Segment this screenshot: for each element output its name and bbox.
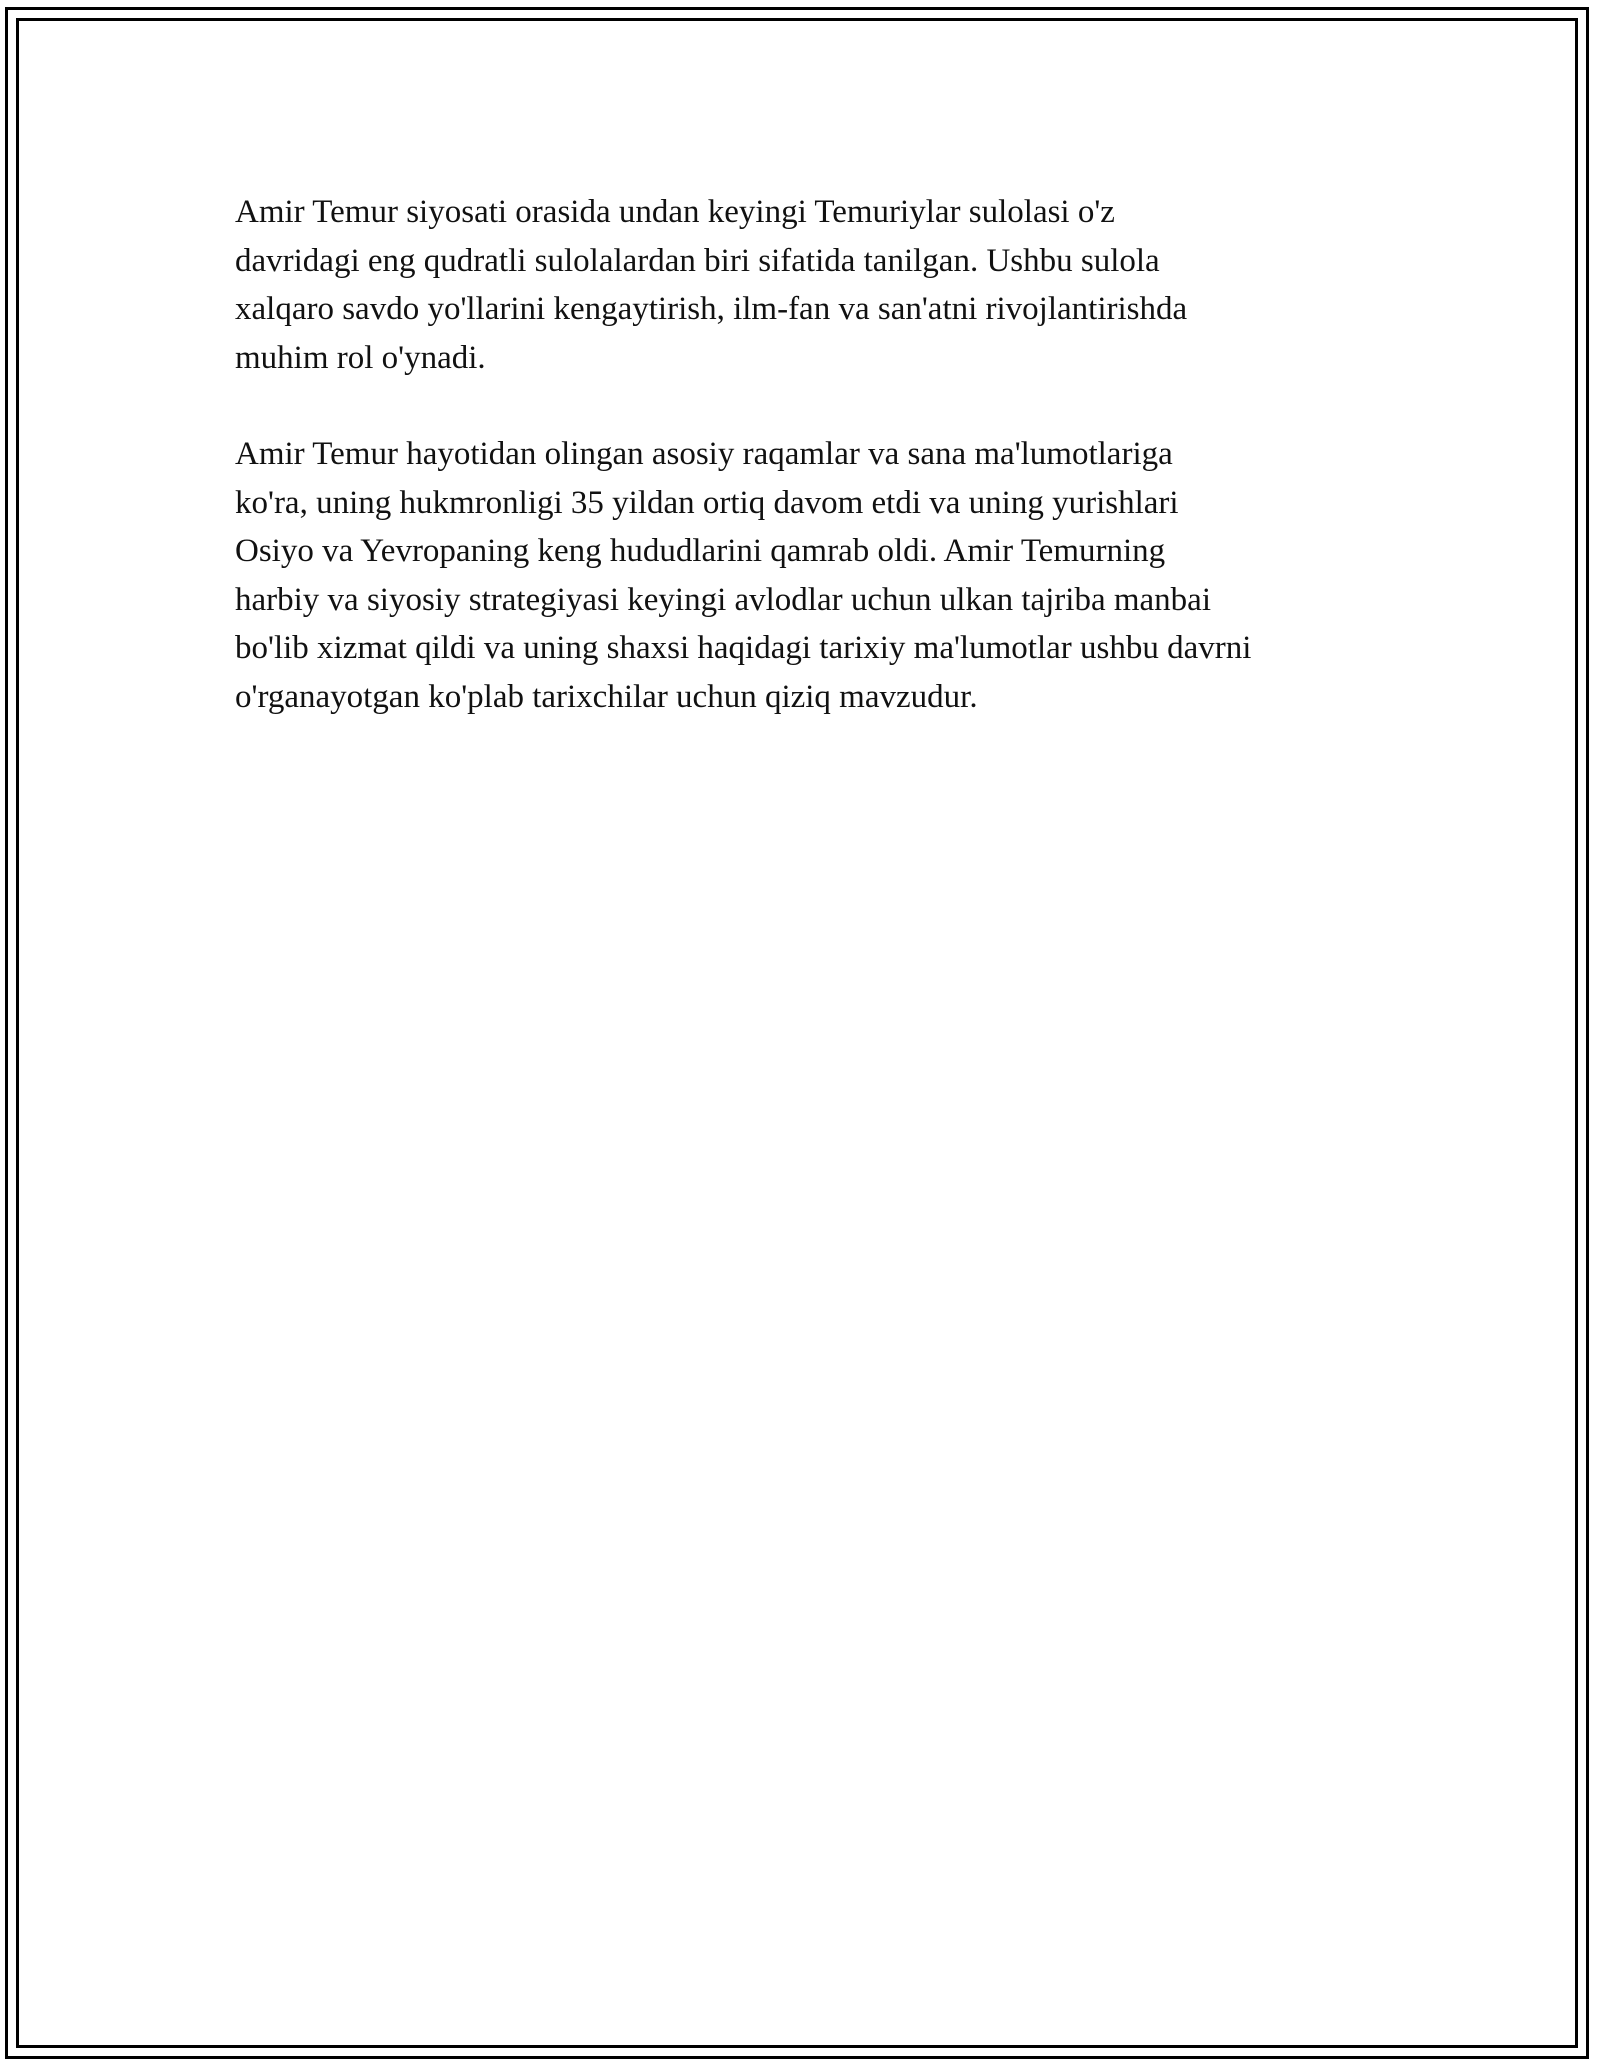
paragraph-line: ko'ra, uning hukmronligi 35 yildan ortiq davom etdi va uning yurishlari: [235, 484, 1179, 521]
document-body: [235, 188, 1395, 721]
paragraph-line: Osiyo va Yevropaning keng hududlarini qamrab oldi. Amir Temurning: [235, 533, 1166, 569]
paragraph-line: o'rganayotgan ko'plab tarixchilar uchun qiziq mavzudur.: [235, 678, 978, 715]
paragraph-line: muhim rol o'ynadi.: [235, 339, 486, 376]
paragraph-line: xalqaro savdo yo'llarini kengaytirish, ilm-fan va san'atni rivojlantirishda: [235, 291, 1188, 327]
paragraph-1: [235, 188, 1395, 382]
paragraph-line: Amir Temur hayotidan olingan asosiy raqamlar va sana ma'lumotlariga: [235, 436, 1173, 472]
paragraph-2: [235, 430, 1395, 721]
paragraph-line: davridagi eng qudratli sulolalardan biri sifatida tanilgan. Ushbu sulola: [235, 242, 1160, 279]
paragraph-line: Amir Temur siyosati orasida undan keyingi Temuriylar sulolasi o'z: [235, 194, 1115, 230]
paragraph-line: bo'lib xizmat qildi va uning shaxsi haqidagi tarixiy ma'lumotlar ushbu davrni: [235, 630, 1252, 666]
paragraph-line: harbiy va siyosiy strategiyasi keyingi avlodlar uchun ulkan tajriba manbai: [235, 581, 1211, 618]
